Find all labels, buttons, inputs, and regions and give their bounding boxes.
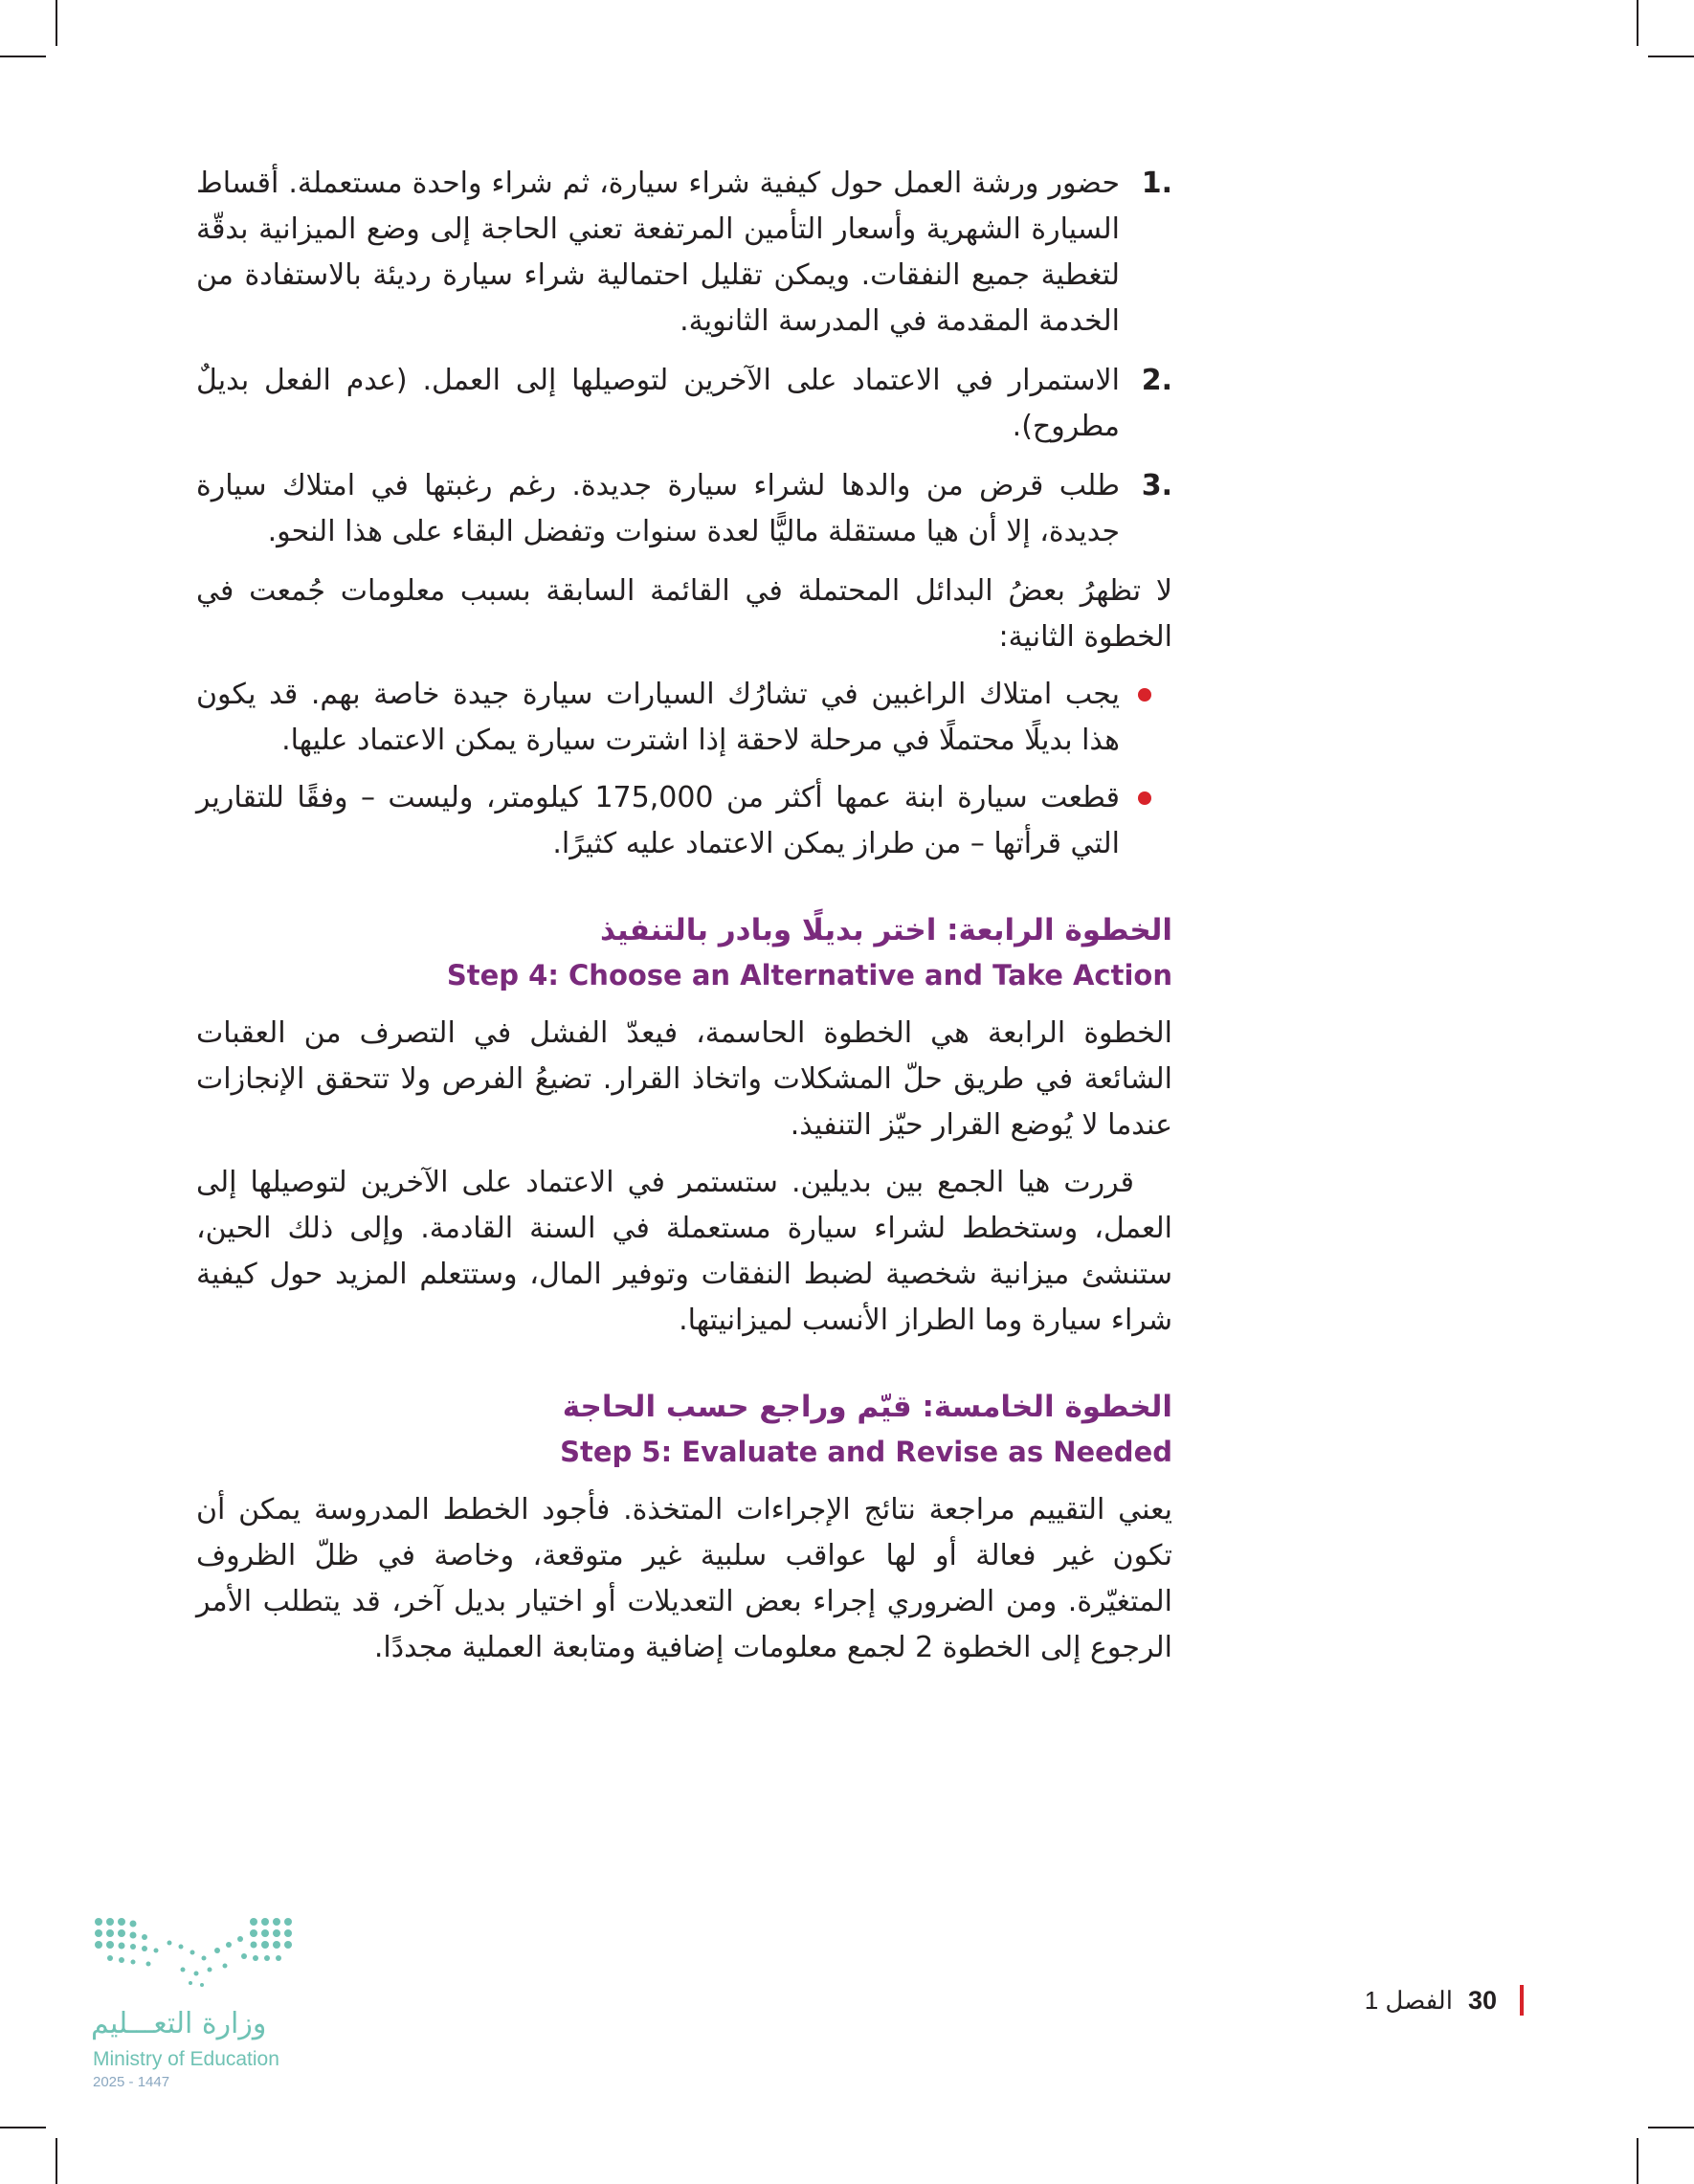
- crop-mark-bottom-left-v: [56, 2138, 57, 2184]
- list-item: [196, 358, 1172, 450]
- ministry-logo: [91, 1914, 311, 2096]
- step4-heading-ar: الخطوة الرابعة: اختر بديلًا وبادر بالتنفيذ: [599, 913, 1172, 947]
- list-number: 3.: [1141, 469, 1172, 502]
- intro-paragraph: لا تظهرُ بعضُ البدائل المحتملة في القائمة السابقة بسبب معلومات جُمعت في الخطوة الثانية:: [196, 574, 1172, 654]
- page-footer: [1365, 1981, 1524, 2019]
- list-item-text: حضور ورشة العمل حول كيفية شراء سيارة، ثم شراء واحدة مستعملة. أقساط السيارة الشهرية وأسعار التأمين المرتفعة تعني الحاجة إلى وضع الميزانية بدقّة لتغطية جميع النفقات. ويمكن تقليل احتمالية شراء سيارة رديئة بالاستفادة من الخدمة المقدمة في المدرسة الثانوية.: [196, 167, 1120, 338]
- list-item-text: الاستمرار في الاعتماد على الآخرين لتوصيلها إلى العمل. (عدم الفعل بديلٌ مطروح).: [196, 364, 1120, 443]
- bullet-dot-icon: [1138, 791, 1151, 805]
- bullet-item: [196, 672, 1172, 764]
- step5-heading-en: Step 5: Evaluate and Revise as Needed: [560, 1436, 1172, 1468]
- list-item: [196, 463, 1172, 555]
- crop-mark-top-left-v: [56, 0, 57, 46]
- list-item-text: طلب قرض من والدها لشراء سيارة جديدة. رغم رغبتها في امتلاك سيارة جديدة، إلا أن هيا مستقلة ماليًّا لعدة سنوات وتفضل البقاء على هذا النحو.: [196, 469, 1120, 548]
- bullet-text: يجب امتلاك الراغبين في تشارُك السيارات سيارة جيدة خاصة بهم. قد يكون هذا بديلًا محتملًا في مرحلة لاحقة إذا اشترت سيارة يمكن الاعتماد عليها.: [196, 678, 1120, 757]
- step5-paragraph-1: يعني التقييم مراجعة نتائج الإجراءات المتخذة. فأجود الخطط المدروسة يمكن أن تكون غير فعالة أو لها عواقب سلبية غير متوقعة، وخاصة في ظلّ الظروف المتغيّرة. ومن الضروري إجراء بعض التعديلات أو اختيار بديل آخر، قد يتطلب الأمر الرجوع إلى الخطوة 2 لجمع معلومات إضافية ومتابعة العملية مجددًا.: [196, 1493, 1172, 1664]
- bullet-dot-icon: [1138, 688, 1151, 702]
- bullet-item: [196, 775, 1172, 867]
- crop-mark-bottom-right-v: [1637, 2138, 1638, 2184]
- step5-heading-ar: الخطوة الخامسة: قيّم وراجع حسب الحاجة: [562, 1390, 1172, 1424]
- crop-mark-top-right-v: [1637, 0, 1638, 46]
- list-number: 1.: [1141, 167, 1172, 200]
- step4-paragraph-1: الخطوة الرابعة هي الخطوة الحاسمة، فيعدّ الفشل في التصرف من العقبات الشائعة في طريق حلّ المشكلات واتخاذ القرار. تضيعُ الفرص ولا تتحقق الإنجازات عندما لا يُوضع القرار حيّز التنفيذ.: [196, 1016, 1172, 1142]
- step4-paragraph-2: قررت هيا الجمع بين بديلين. ستستمر في الاعتماد على الآخرين لتوصيلها إلى العمل، وستخطط لشراء سيارة مستعملة في السنة القادمة. وإلى ذلك الحين، ستنشئ ميزانية شخصية لضبط النفقات وتوفير المال، وستتعلم المزيد حول كيفية شراء سيارة وما الطراز الأنسب لميزانيتها.: [196, 1166, 1172, 1337]
- crop-mark-top-left-h: [0, 56, 46, 57]
- crop-mark-bottom-right-h: [1648, 2127, 1694, 2128]
- logo-dots-icon: [91, 1914, 301, 2005]
- chapter-label: الفصل 1: [1364, 1985, 1453, 2015]
- step4-heading-en: Step 4: Choose an Alternative and Take Action: [446, 959, 1172, 992]
- logo-arabic-text: وزارة التعـــليم: [91, 2007, 267, 2040]
- crop-mark-bottom-left-h: [0, 2127, 46, 2128]
- crop-mark-top-right-h: [1648, 56, 1694, 57]
- list-number: 2.: [1141, 364, 1172, 397]
- logo-year: 2025 - 1447: [93, 2074, 170, 2090]
- page-number: 30: [1467, 1985, 1497, 2015]
- footer-divider: [1520, 1985, 1524, 2016]
- list-item: [196, 161, 1172, 345]
- page-content: [196, 161, 1172, 1683]
- bullet-text: قطعت سيارة ابنة عمها أكثر من 175,000 كيلومتر، وليست – وفقًا للتقارير التي قرأتها – من طراز يمكن الاعتماد عليه كثيرًا.: [196, 781, 1120, 860]
- logo-english-text: Ministry of Education: [93, 2048, 279, 2070]
